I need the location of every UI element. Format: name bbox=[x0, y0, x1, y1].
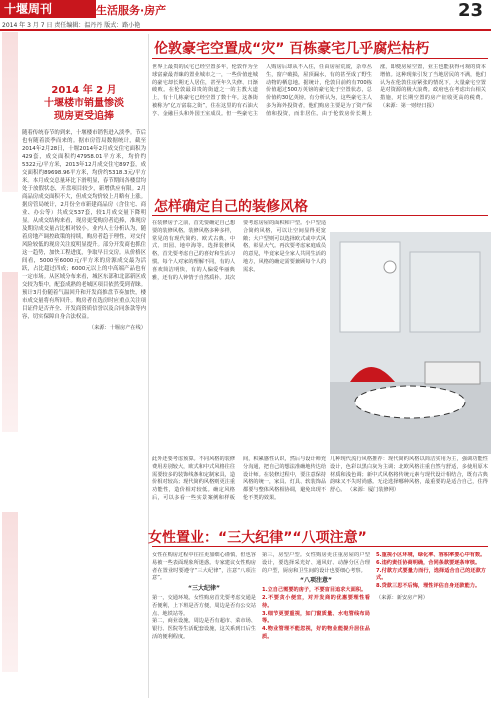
banner-decoration bbox=[2, 272, 18, 432]
side-banner bbox=[2, 32, 18, 692]
page-number: 23 bbox=[457, 0, 483, 21]
masthead-title: 十堰周刊 bbox=[0, 0, 96, 18]
interior-illustration bbox=[330, 232, 491, 454]
side-article-title: 2014 年 2 月 十堰楼市销量惨淡 现房更受追捧 bbox=[44, 85, 124, 122]
side-article-source: （来源：十堰房产在线） bbox=[88, 325, 146, 331]
article3-title: 女性置业：“三大纪律”“八项注意” bbox=[148, 530, 367, 546]
article2-rule bbox=[152, 215, 488, 216]
article3-col1: 女性在购房过程中往往更加细心谨慎，但也容易被一些表面现象所迷惑。专家建议女性购房者在置业时要遵守“三大纪律”，注意“八项注意”。 “三大纪律” 第一，交通环境。女性购房首先要考虑交通是否便利，上下班是否方便，周边是否有公交站点、地铁站等。 第二，商业设施。周边是否有超市、菜市场、银行、医院等生活配套设施，这关系到日后生活的便利程度。 bbox=[152, 552, 256, 640]
column-divider bbox=[148, 34, 149, 698]
article2-body: 在装修房子之前，首先要确定自己想要的装修风格。装修风格多种多样，常见的有现代简约、欧式古典、中式、田园、地中海等。选择装修风格，首先要考虑自己的喜好和生活习惯。每个人对家的理解不同，有的人喜欢简洁明快，有的人偏爱华丽典雅，还有的人钟情于自然质朴。其次要考虑房屋的面积和户型。小户型适合简约风格，可以让空间显得更宽敞；大户型则可以选择欧式或中式风格，彰显大气。再次要考虑家庭成员的意见，毕竟家是全家人共同生活的地方，风格的确定需要兼顾每个人的需求。 bbox=[152, 220, 326, 281]
article3-col2: 第三，房型户型。女性购房更注重房屋的户型设计，要选择采光好、通风好、动静分区合理的户型，厨房和卫生间的设计也要细心考察。 “八项注意” 1.立自己需要的房子，不要盲目追求大面积。 2.不要贪小便宜，对开发商的优惠要理性看待。 3.细节更要重视，如门窗质量、水电管线布局等。 4.物业管理不能忽视，好的物业能提升居住品质。 bbox=[262, 552, 370, 640]
side-article-body: 随着传统春节的到来，十堰楼市销售进入淡季。节后也有随着淡季而来的。据市房管局数据统计，截至2014年2月28日，十堰2014年2月成交住宅面积为429套，成交面积约47958.01平方米，均价约5322元/平方米，2013年12月成交住宅897套，成交面积约89698.96平方米，均价约5318.3元/平方米。本月成交总量环比下滑明显，春节期间各楼盘均处于放假状态，开盘项目较少，新增供应有限。2月商品房成交面积不大，但成交均价较上月略有上涨。据房管局统计，2月份全市新建商品房（含住宅、商业、办公等）共成交537套，较1月成交量下降明显。从成交结构来看，现房更受购房者追捧，准现房及期房成交量占比相对较小。业内人士分析认为，随着房地产调控政策的持续，购房者趋于理性，对交付风险较低的现房关注度明显提升。部分开发商也抓住这一趋势，加快工程进度，争取早日交房。从价格区间看，5000至6000元/平方米的房源成交最为活跃，占比超过四成；6000元以上的中高端产品也有一定市场。从区域分布来看，城区东部和北部新区成交较为集中，配套成熟的老城区项目依然受到青睐。预计3月份随着气温回升和开发商推盘节奏加快，楼市成交量将有所回升。购房者在选房时应重点关注项目证件是否齐全、开发商资质信誉以及合同条款等内容，切实保障自身合法权益。 bbox=[22, 130, 146, 320]
article2-body-cont: 此外还要考虑预算。不同风格的装修费用差别较大，欧式和中式风格往往需要较多的装饰线条和定制家具，造价相对较高；现代简约风格则更注重功能性，造价相对较低。确定风格后，可以多看一些实景案例和样板间，积累感性认识，然后与设计师充分沟通，把自己的想法准确地传达给设计师。在装修过程中，要注意保持风格的统一，家具、灯具、软装饰品都要与整体风格相协调，避免出现不伦不类的效果。 bbox=[152, 456, 326, 501]
banner-decoration bbox=[2, 512, 18, 672]
article3-col3: 5.重视小区环境，绿化率、容积率要心中有数。 6.违约责任协商明确，合同条款要逐条审核。 7.付款方式要量力而行，选择适合自己的还款方式。 8.贷款三思不后悔，理性评估自身还款能力。 （来源：新安房产网） bbox=[376, 552, 486, 601]
article1-title: 伦敦豪宅空置成“灾” 百栋豪宅几乎腐烂枯朽 bbox=[154, 41, 430, 57]
article1-rule bbox=[152, 58, 488, 59]
section-category: 生活服务·房产 bbox=[96, 4, 167, 17]
article1-body: 世界上最贵的民宅已经空置多年，伦敦作为全球富豪最青睐的置业城市之一，一些价值连城的豪宅却长期无人居住，甚至年久失修、日渐破败。在伦敦最昂贵的街道之一的主教大道上，有十几栋豪宅已经空置了数十年。这条街被称为“亿万富翁之街”，住在这里的有石油大亨、金融巨头和外国王室成员。但一些豪宅主人购房后却从不入住，任由房屋荒废，杂草丛生，窗户破损，屋顶漏水，有的甚至成了野生动物的栖息地。据统计，伦敦目前约有700栋价值超过500万英镑的豪宅处于空置状态，总价值约30亿英镑。有分析认为，这些豪宅主人多为海外投资者，他们购房主要是为了资产保值和投资，而非居住。由于伦敦房价长期上涨，即便房屋空置，业主也能获得可观的资本增值。这种现象引发了当地居民的不满，他们认为在伦敦住房紧张的情况下，大量豪宅空置是对资源的极大浪费。政府也在考虑出台相关措施，对长期空置的房产征收更高的税费。 （来源：第一财经日报） bbox=[152, 64, 486, 117]
banner-decoration bbox=[2, 32, 18, 192]
article2-body-side: 几种现代流行风格推荐：现代简约风格以简洁实用为主，强调功能性设计，色彩以黑白灰为主调；北欧风格注重自然与舒适，多使用原木材质和浅色调；新中式风格将传统元素与现代设计相结合，既有古典韵味又不失时尚感。无论选择哪种风格，最重要的是适合自己，住得舒心。 （来源：厦门装修网） bbox=[330, 456, 488, 494]
living-room-photo bbox=[330, 232, 491, 454]
issue-meta: 2014 年 3 月 7 日 责任编辑：温丹丹 版式：路小艳 bbox=[2, 22, 141, 29]
article3-rule bbox=[152, 546, 488, 547]
header-rule bbox=[0, 29, 491, 31]
side-article bbox=[22, 32, 146, 700]
article2-title: 怎样确定自己的装修风格 bbox=[154, 199, 308, 215]
